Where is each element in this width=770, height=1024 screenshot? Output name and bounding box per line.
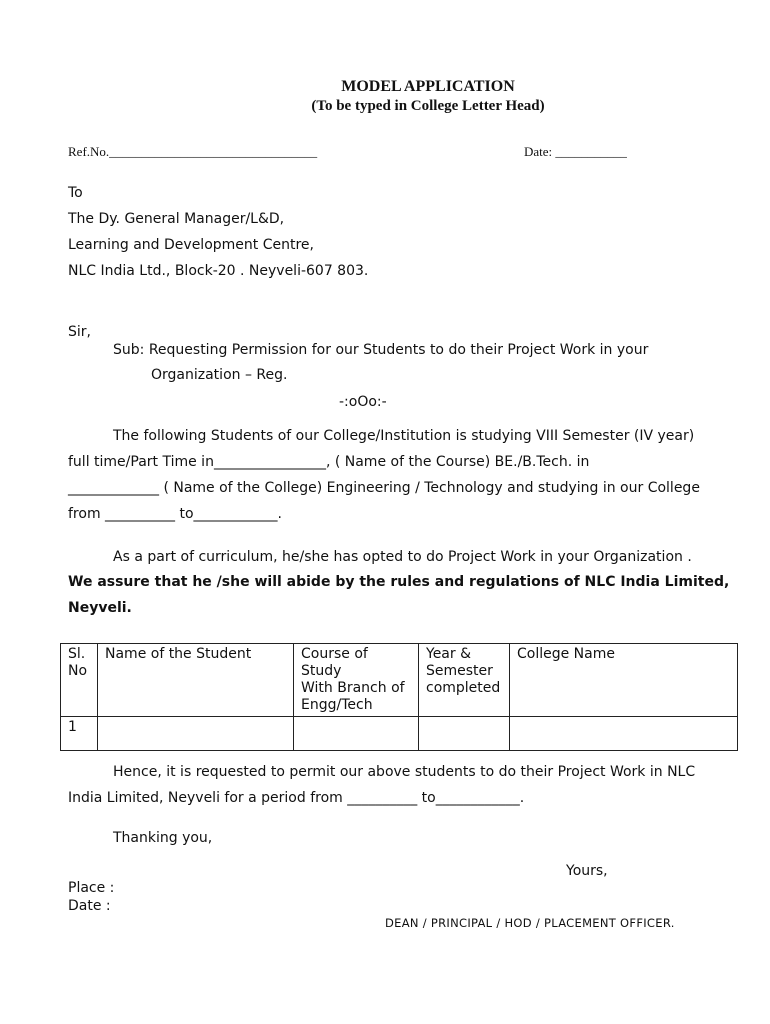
- document-subtitle: (To be typed in College Letter Head): [311, 98, 545, 114]
- para2-line-1: As a part of curriculum, he/she has opted to do Project Work in your Organization .: [113, 549, 692, 565]
- address-line-1: The Dy. General Manager/L&D,: [68, 211, 285, 227]
- date-field: Date: ___________: [524, 144, 627, 159]
- para1-line-2: full time/Part Time in________________, ( Name of the Course) BE./B.Tech. in: [68, 454, 590, 470]
- header-student-name: Name of the Student: [98, 644, 294, 717]
- header-college-name: College Name: [510, 644, 738, 717]
- para3-line-1: Hence, it is requested to permit our above students to do their Project Work in NLC: [113, 764, 696, 780]
- thanking-you: Thanking you,: [113, 830, 213, 846]
- header-sl-no: Sl. No: [61, 644, 98, 717]
- student-table: [60, 643, 738, 751]
- date-label: Date :: [68, 898, 111, 914]
- para1-line-1: The following Students of our College/Institution is studying VIII Semester (IV year): [113, 428, 695, 444]
- yours: Yours,: [566, 863, 608, 879]
- address-line-2: Learning and Development Centre,: [68, 237, 314, 253]
- document-title: MODEL APPLICATION: [341, 78, 515, 95]
- table-row: [61, 717, 738, 751]
- cell-college: [510, 717, 738, 751]
- signatory: DEAN / PRINCIPAL / HOD / PLACEMENT OFFICER.: [385, 916, 675, 930]
- ref-number-field: Ref.No.________________________________: [68, 144, 318, 159]
- address-line-3: NLC India Ltd., Block-20 . Neyveli-607 803.: [68, 263, 369, 279]
- table-header-row: [61, 644, 738, 717]
- address-to: To: [68, 185, 83, 201]
- cell-course: [294, 717, 419, 751]
- header-year-semester: Year & Semester completed: [419, 644, 510, 717]
- header-course: Course of Study With Branch of Engg/Tech: [294, 644, 419, 717]
- subject-line-1: Sub: Requesting Permission for our Students to do their Project Work in your: [113, 342, 649, 358]
- salutation: Sir,: [68, 324, 91, 340]
- cell-sl: 1: [61, 717, 98, 751]
- assurance-line-2: Neyveli.: [68, 600, 132, 616]
- cell-year: [419, 717, 510, 751]
- subject-line-2: Organization – Reg.: [151, 367, 288, 383]
- para1-line-3: _____________ ( Name of the College) Engineering / Technology and studying in our College: [68, 480, 700, 496]
- assurance-line-1: We assure that he /she will abide by the rules and regulations of NLC India Limited,: [68, 574, 730, 590]
- place-label: Place :: [68, 880, 115, 896]
- para1-line-4: from __________ to____________.: [68, 506, 282, 522]
- separator: -:oOo:-: [339, 394, 387, 410]
- cell-name: [98, 717, 294, 751]
- para3-line-2: India Limited, Neyveli for a period from __________ to____________.: [68, 790, 525, 806]
